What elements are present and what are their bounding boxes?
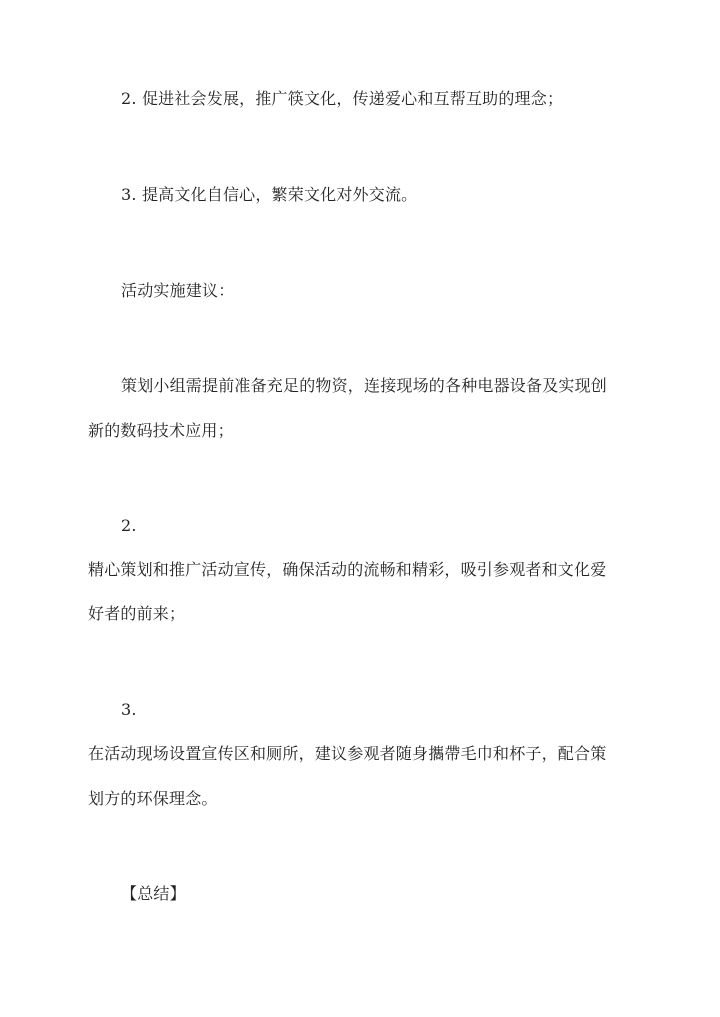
suggestion-item-1-line-1: 策划小组需提前准备充足的物资，连接现场的各种电器设备及实现创 <box>121 376 608 395</box>
suggestion-item-3-number: 3. <box>121 700 137 719</box>
suggestion-item-2-number: 2. <box>121 516 137 535</box>
suggestion-item-2-line-1: 精心策划和推广活动宣传，确保活动的流畅和精彩，吸引参观者和文化爱 <box>88 560 607 579</box>
suggestion-item-1-line-2: 新的数码技术应用； <box>88 421 234 440</box>
section-heading-suggestions: 活动实施建议： <box>121 281 235 300</box>
objective-item-2: 2. 促进社会发展，推广筷文化，传递爱心和互帮互助的理念； <box>121 89 564 108</box>
section-heading-summary: 【总结】 <box>121 884 186 903</box>
suggestion-item-3-line-2: 划方的环保理念。 <box>88 789 218 808</box>
suggestion-item-3-line-1: 在活动现场设置宣传区和厕所，建议参观者随身攜帶毛巾和杯子，配合策 <box>88 744 607 763</box>
suggestion-item-2-line-2: 好者的前来； <box>88 604 186 623</box>
objective-item-3: 3. 提高文化自信心，繁荣文化对外交流。 <box>121 185 418 204</box>
